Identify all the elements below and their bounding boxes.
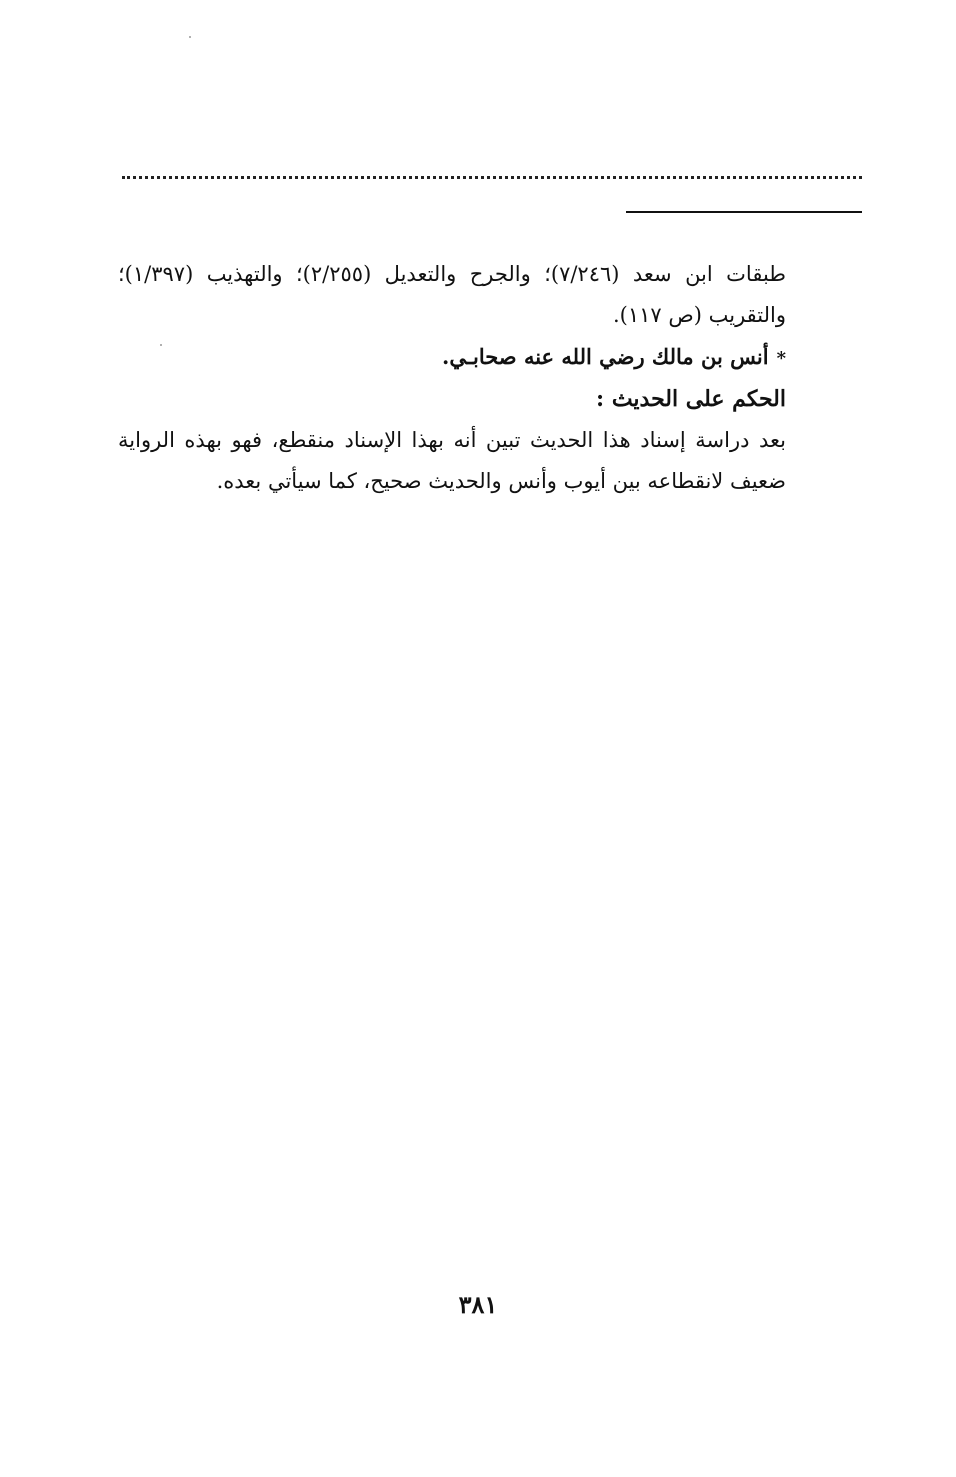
references-paragraph: طبقات ابن سعد (٧/٢٤٦)؛ والجرح والتعديل (٢/٢٥٥)؛ والتهذيب (١/٣٩٧)؛ والتقريب (ص ١١٧). [118, 262, 786, 327]
ruling-paragraph: بعد دراسة إسناد هذا الحديث تبين أنه بهذا الإسناد منقطع، فهو بهذه الرواية ضعيف لانقطاعه بين أيوب وأنس والحديث صحيح، كما سيأتي بعده. [118, 428, 786, 493]
ruling-heading: الحكم على الحديث : [596, 386, 786, 412]
narrator-line [118, 336, 786, 379]
narrator-text: أنس بن مالك رضي الله عنه صحابـي. [442, 344, 769, 369]
scan-speck [189, 36, 191, 38]
page-number: ٣٨١ [458, 1290, 498, 1319]
footnote-rule [626, 211, 862, 213]
dotted-separator [122, 176, 862, 179]
footnote-text-block [118, 254, 786, 502]
asterisk-bullet-icon: * [776, 348, 786, 369]
